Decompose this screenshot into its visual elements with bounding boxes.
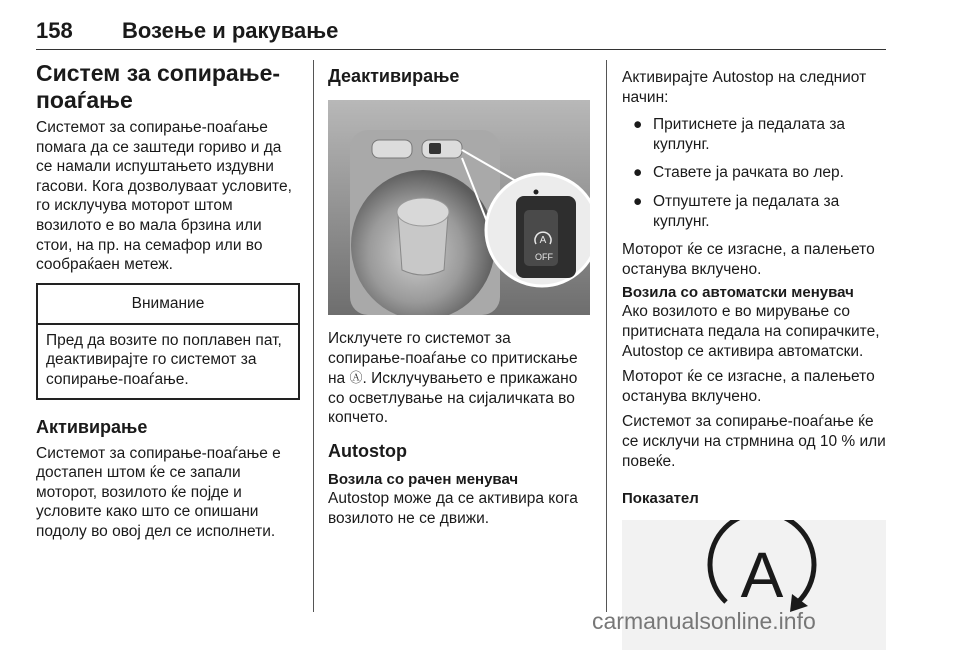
column-divider-1 (313, 60, 314, 612)
deactivation-paragraph (328, 329, 590, 428)
column-1 (36, 60, 300, 542)
activation-paragraph: Системот за сопирање-поаѓање е достапен штом ќе се запали моторот, возилото ќе појде и условите како што се опишани подолу во овој дел се исполнети. (36, 444, 281, 540)
manual-transmission-text: Autostop може да се активира кога возилото не се движи. (328, 489, 578, 527)
chapter-title: Возење и ракување (122, 18, 339, 43)
bullet-icon: ● (633, 116, 643, 134)
autostop-heading: Autostop (328, 440, 407, 461)
watermark: carmanualsonline.info (592, 608, 816, 634)
step-text: Притиснете ја педалата за куплунг. (653, 116, 846, 153)
page-header (36, 18, 926, 48)
engine-off-note-1: Моторот ќе се изгасне, а палењето останува вклучено. (622, 241, 875, 278)
column-3 (622, 60, 886, 650)
section-title (36, 60, 300, 114)
indicator-letter: A (740, 539, 784, 612)
list-item (622, 163, 886, 183)
console-illustration (328, 100, 590, 315)
section-title-line1: Систем за сопирање- (36, 60, 281, 86)
activation-steps-intro: Активирајте Autostop на следниот начин: (622, 69, 867, 106)
engine-off-note-2: Моторот ќе се изгасне, а палењето останува вклучено. (622, 368, 875, 405)
bullet-icon: ● (633, 192, 643, 210)
warning-text: Пред да возите по поплавен пат, деактивирајте го системот за сопирање-поаѓање. (46, 331, 282, 388)
automatic-transmission-text: Ако возилото е во мирување со притисната педала на сопирачките, Autostop се активира автоматски. (622, 303, 880, 360)
caption-text-2: . Исклучувањето е прикажано со осветлување на сијаличката во копчето. (328, 370, 578, 427)
step-text: Ставете ја рачката во лер. (653, 164, 844, 182)
off-button-label: OFF (535, 252, 553, 262)
warning-title: Внимание (38, 285, 298, 325)
manual-transmission-heading: Возила со рачен менувач (328, 470, 519, 488)
warning-box (36, 283, 300, 400)
list-item (622, 115, 886, 154)
activation-steps-list (622, 115, 886, 231)
section-title-line2: поаѓање (36, 87, 133, 113)
svg-text:A: A (539, 235, 547, 246)
caption-text-1: Исклучете го системот за сопирање-поаѓање со притискање на (328, 330, 578, 388)
deactivation-heading: Деактивирање (328, 66, 460, 86)
activation-heading: Активирање (36, 416, 148, 437)
column-divider-2 (606, 60, 607, 612)
header-divider (36, 49, 886, 50)
indicator-heading: Показател (622, 490, 699, 508)
bullet-icon: ● (633, 164, 643, 182)
column-2 (328, 60, 590, 528)
list-item (622, 192, 886, 231)
console-photo (328, 100, 590, 315)
autostop-inline-icon: Ⓐ (349, 370, 363, 386)
slope-note: Системот за сопирање-поаѓање ќе се исклучи на стрмнина од 10 % или повеќе. (622, 413, 886, 470)
intro-paragraph: Системот за сопирање-поаѓање помага да се заштеди гориво и да се намали испуштањето издувни гасови. Кога дозволуваат условите, го исклучува моторот штом возилото е во мала брзина или стои, на пр. на семафор или во сообраќаен метеж. (36, 119, 292, 274)
page-number: 158 (36, 18, 73, 43)
step-text: Отпуштете ја педалата за куплунг. (653, 192, 840, 230)
automatic-transmission-heading: Возила со автоматски менувач (622, 284, 854, 302)
autostop-button-icon (532, 228, 554, 250)
